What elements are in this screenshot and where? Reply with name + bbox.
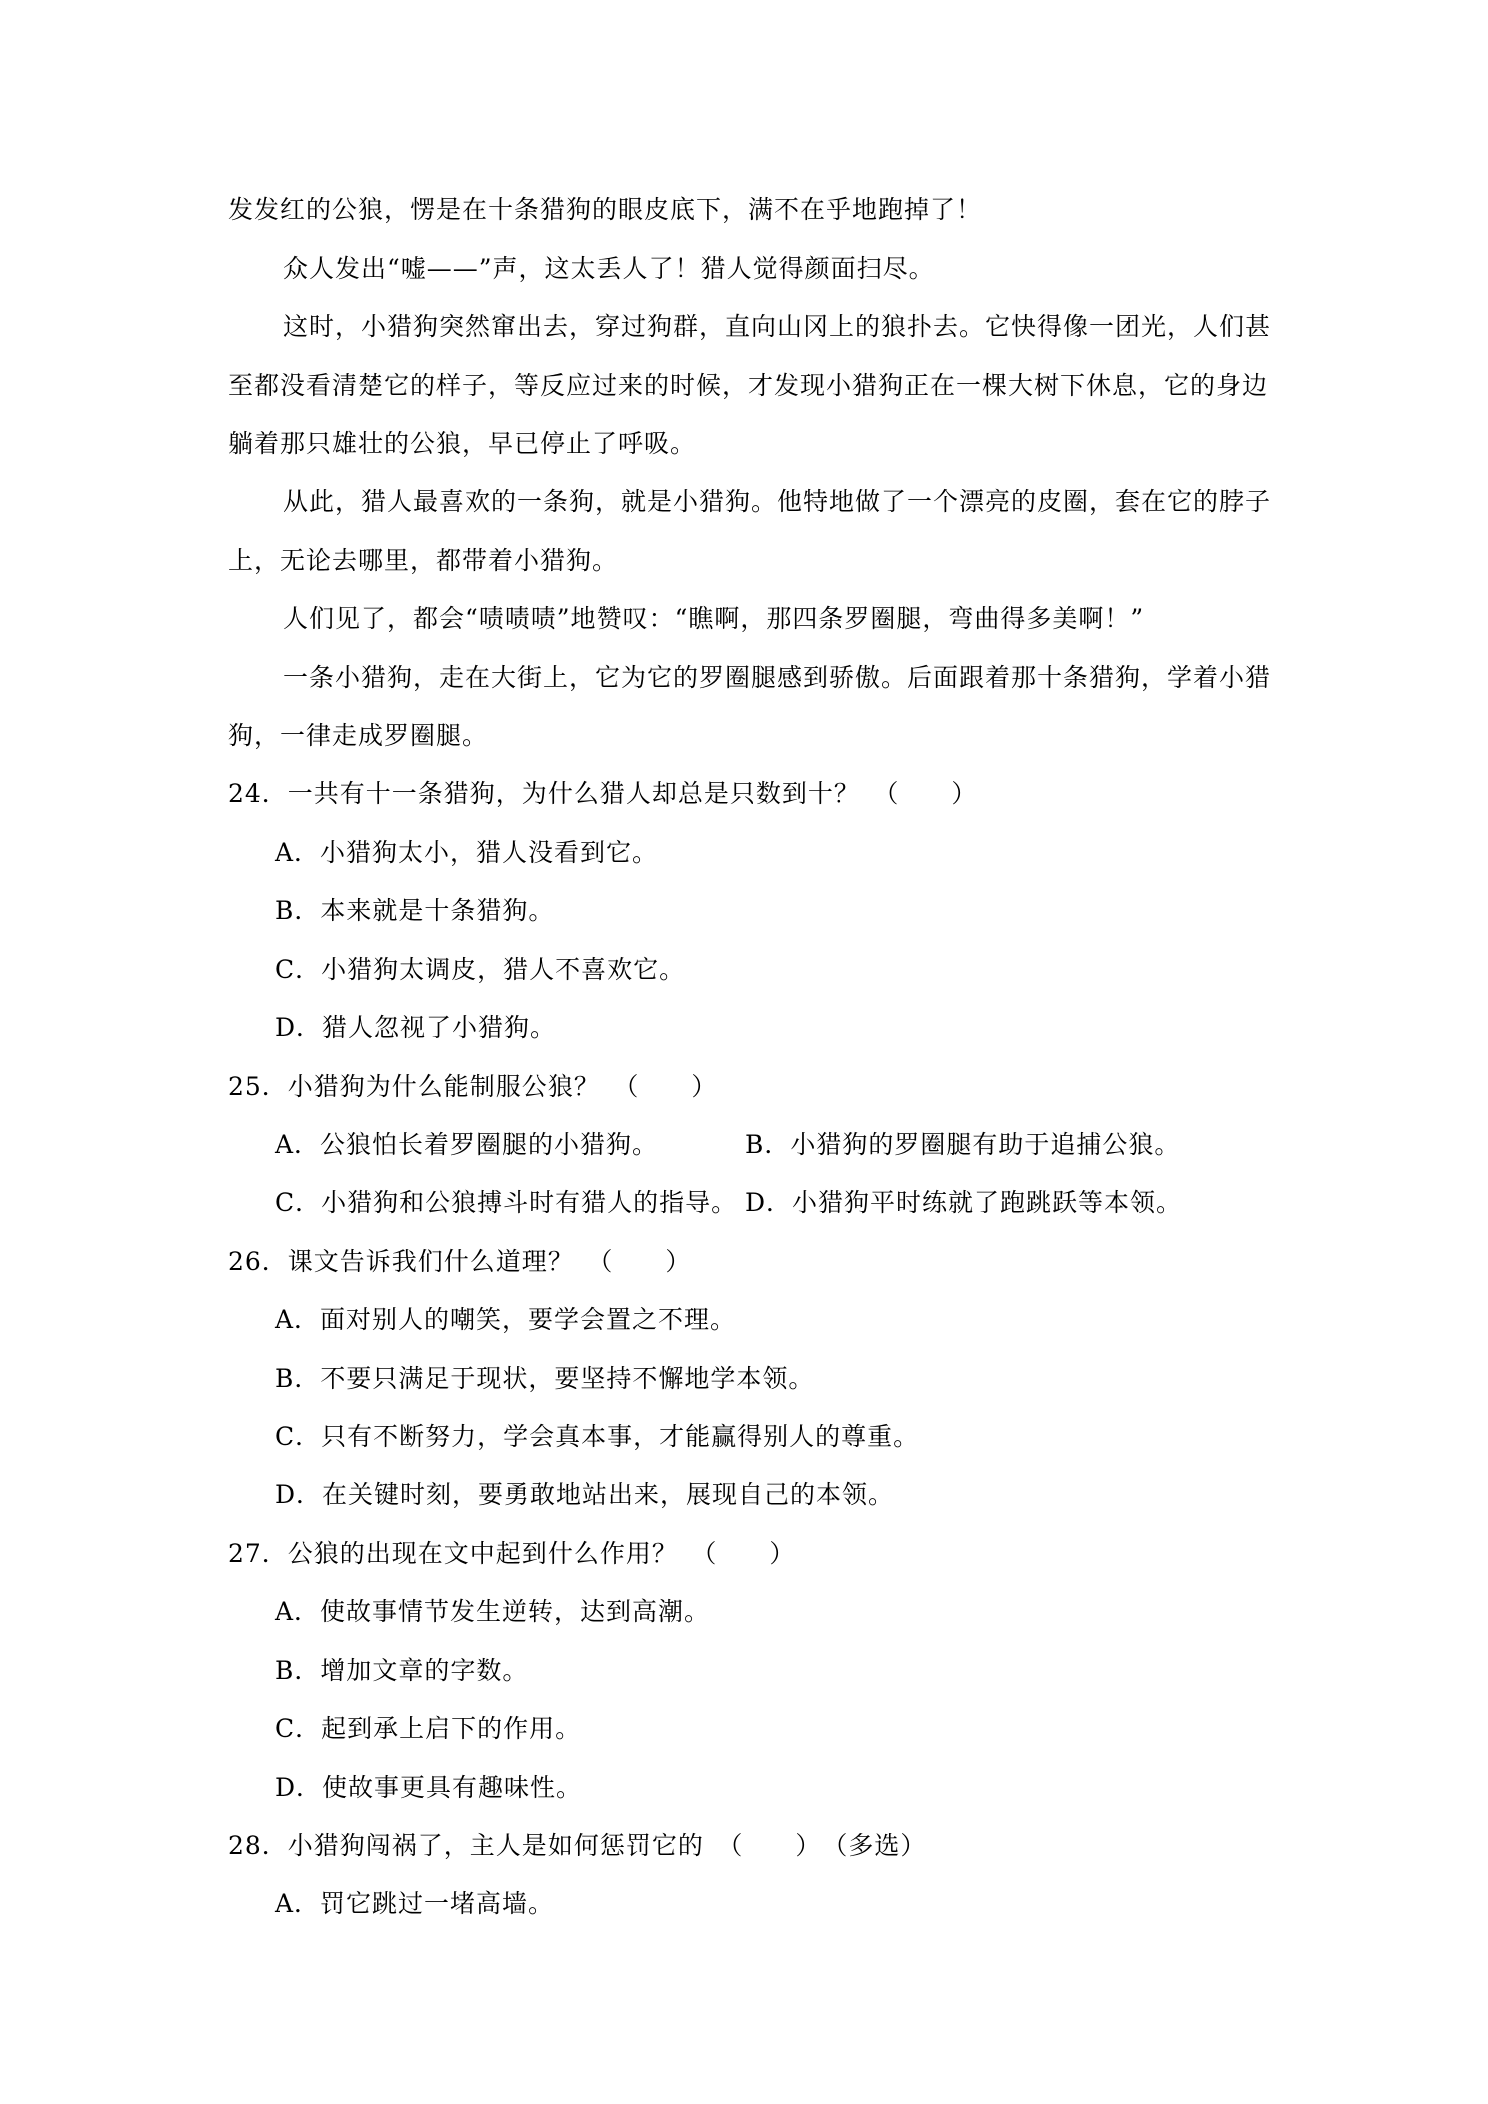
passage-paragraph: 从此，猎人最喜欢的一条狗，就是小猎狗。他特地做了一个漂亮的皮圈，套在它的脖子 (283, 487, 1272, 516)
question-24-option-d: D．猎人忽视了小猎狗。 (275, 1013, 557, 1042)
passage-paragraph: 人们见了，都会“啧啧啧”地赞叹：“瞧啊，那四条罗圈腿，弯曲得多美啊！” (283, 604, 1145, 633)
question-26-stem: 26．课文告诉我们什么道理？ （ ） (228, 1247, 692, 1276)
passage-paragraph: 众人发出“嘘——”声，这太丢人了！猎人觉得颜面扫尽。 (283, 254, 935, 283)
question-24-option-c: C．小猎狗太调皮，猎人不喜欢它。 (275, 955, 686, 984)
question-25-option-a: A．公狼怕长着罗圈腿的小猎狗。 (275, 1130, 659, 1159)
passage-paragraph: 一条小猎狗，走在大街上，它为它的罗圈腿感到骄傲。后面跟着那十条猎狗，学着小猎 (283, 663, 1272, 692)
question-26-option-b: B．不要只满足于现状，要坚持不懈地学本领。 (275, 1364, 815, 1393)
question-26-option-c: C．只有不断努力，学会真本事，才能赢得别人的尊重。 (275, 1422, 920, 1451)
question-25-stem: 25．小猎狗为什么能制服公狼？ （ ） (228, 1072, 718, 1101)
question-27-option-c: C．起到承上启下的作用。 (275, 1714, 582, 1743)
question-27-option-b: B．增加文章的字数。 (275, 1656, 529, 1685)
question-28-option-a: A．罚它跳过一堵高墙。 (275, 1889, 555, 1918)
question-28-stem: 28．小猎狗闯祸了，主人是如何惩罚它的 （ ） （多选） (228, 1831, 927, 1860)
question-25-option-c: C．小猎狗和公狼搏斗时有猎人的指导。 (275, 1188, 738, 1217)
question-24-stem: 24．一共有十一条猎狗，为什么猎人却总是只数到十？ （ ） (228, 779, 978, 808)
passage-line: 狗，一律走成罗圈腿。 (228, 721, 489, 750)
question-25-option-d: D．小猎狗平时练就了跑跳跃等本领。 (745, 1188, 1183, 1217)
question-27-option-d: D．使故事更具有趣味性。 (275, 1773, 583, 1802)
passage-paragraph: 这时，小猎狗突然窜出去，穿过狗群，直向山冈上的狼扑去。它快得像一团光，人们甚 (283, 312, 1272, 341)
question-24-option-b: B．本来就是十条猎狗。 (275, 896, 555, 925)
question-26-option-a: A．面对别人的嘲笑，要学会置之不理。 (275, 1305, 737, 1334)
passage-line: 发发红的公狼，愣是在十条猎狗的眼皮底下，满不在乎地跑掉了！ (228, 195, 983, 224)
question-24-option-a: A．小猎狗太小，猎人没看到它。 (275, 838, 659, 867)
passage-line: 至都没看清楚它的样子，等反应过来的时候，才发现小猎狗正在一棵大树下休息，它的身边 (228, 371, 1269, 400)
passage-line: 躺着那只雄壮的公狼，早已停止了呼吸。 (228, 429, 697, 458)
passage-line: 上，无论去哪里，都带着小猎狗。 (228, 546, 619, 575)
question-26-option-d: D．在关键时刻，要勇敢地站出来，展现自己的本领。 (275, 1480, 895, 1509)
question-27-stem: 27．公狼的出现在文中起到什么作用？ （ ） (228, 1539, 796, 1568)
question-25-option-b: B．小猎狗的罗圈腿有助于追捕公狼。 (745, 1130, 1181, 1159)
question-27-option-a: A．使故事情节发生逆转，达到高潮。 (275, 1597, 711, 1626)
